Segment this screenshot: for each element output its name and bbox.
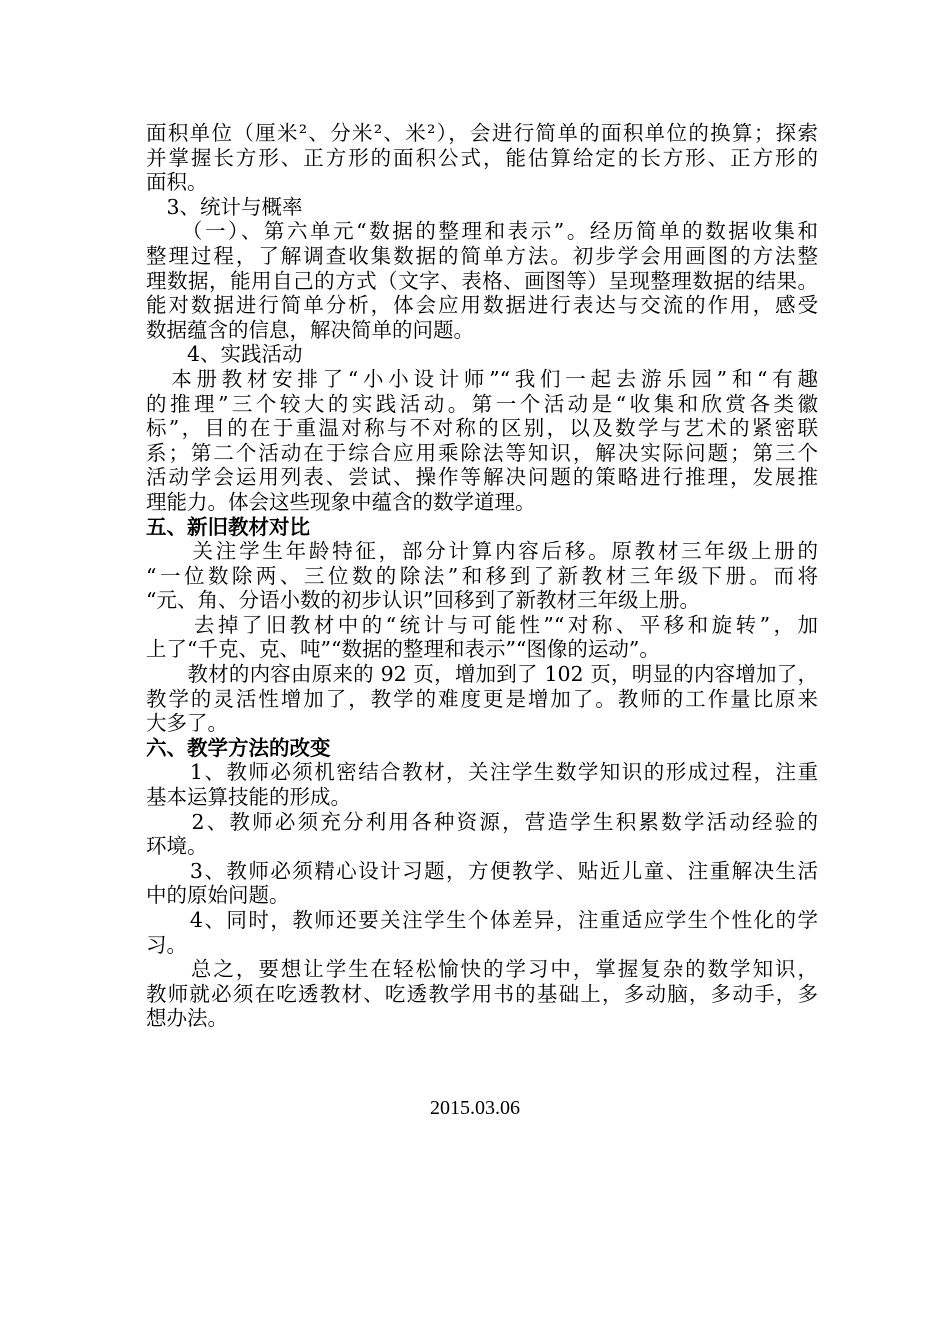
text-line: 1、教师必须机密结合教材，关注学生数学知识的形成过程，注重 (146, 760, 818, 785)
text-line: 能对数据进行简单分析，体会应用数据进行表达与交流的作用，感受 (146, 293, 818, 318)
text-line: 3、教师必须精心设计习题，方便教学、贴近儿童、注重解决生活 (146, 858, 818, 883)
text-line: 习。 (146, 932, 187, 957)
text-line: 4、同时，教师还要关注学生个体差异，注重适应学生个性化的学 (146, 908, 818, 932)
text-line: 并掌握长方形、正方形的面积公式，能估算给定的长方形、正方形的 (146, 145, 818, 170)
section-heading: 五、新旧教材对比 (146, 514, 310, 539)
text-line: 数据蕴含的信息，解决简单的问题。 (146, 317, 474, 342)
text-line: 教师就必须在吃透教材、吃透教学用书的基础上，多动脑，多动手，多 (146, 981, 818, 1006)
text-line: 关注学生年龄特征，部分计算内容后移。原教材三年级上册的 (146, 539, 818, 564)
text-line: 系；第二个活动在于综合应用乘除法等知识，解决实际问题；第三个 (146, 440, 818, 465)
text-line: 基本运算技能的形成。 (146, 785, 351, 810)
text-line: 的推理”三个较大的实践活动。第一个活动是“收集和欣赏各类徽 (146, 391, 818, 416)
text-line: 3、统计与概率 (146, 194, 303, 219)
text-line: 面积。 (146, 170, 208, 195)
document-body (146, 121, 818, 1031)
text-line: 理能力。体会这些现象中蕴含的数学道理。 (146, 489, 536, 514)
text-line: 去掉了旧教材中的“统计与可能性”“对称、平移和旋转”，加 (146, 612, 818, 637)
text-line: 环境。 (146, 834, 208, 859)
text-line: 4、实践活动 (146, 342, 303, 367)
text-line: 教学的灵活性增加了，教学的难度更是增加了。教师的工作量比原来 (146, 686, 818, 711)
text-line: 想办法。 (146, 1006, 228, 1031)
text-line: 教材的内容由原来的 92 页，增加到了 102 页，明显的内容增加了， (146, 662, 818, 687)
text-line: 中的原始问题。 (146, 883, 290, 908)
text-line: 本册教材安排了“小小设计师”“我们一起去游乐园”和“有趣 (146, 366, 818, 391)
document-date: 2015.03.06 (430, 1097, 520, 1119)
text-line: “一位数除两、三位数的除法”和移到了新教材三年级下册。而将 (146, 563, 818, 588)
text-line: （一）、第六单元“数据的整理和表示”。经历简单的数据收集和 (146, 219, 818, 244)
text-line: 标”，目的在于重温对称与不对称的区别，以及数学与艺术的紧密联 (146, 416, 818, 441)
text-line: 整理过程，了解调查收集数据的简单方法。初步学会用画图的方法整 (146, 243, 818, 268)
text-line: 总之，要想让学生在轻松愉快的学习中，掌握复杂的数学知识， (146, 957, 818, 982)
text-line: 大多了。 (146, 711, 228, 736)
text-line: 面积单位（厘米²、分米²、米²），会进行简单的面积单位的换算；探索 (146, 121, 818, 145)
text-line: 上了“千克、克、吨”“数据的整理和表示”“图像的运动”。 (146, 637, 660, 662)
text-line: “元、角、分语小数的初步认识”回移到了新教材三年级上册。 (146, 588, 700, 613)
text-line: 活动学会运用列表、尝试、操作等解决问题的策略进行推理，发展推 (146, 465, 818, 490)
text-line: 理数据，能用自己的方式（文字、表格、画图等）呈现整理数据的结果。 (146, 268, 818, 293)
section-heading: 六、教学方法的改变 (146, 735, 331, 760)
text-line: 2、教师必须充分利用各种资源，营造学生积累数学活动经验的 (146, 809, 818, 834)
